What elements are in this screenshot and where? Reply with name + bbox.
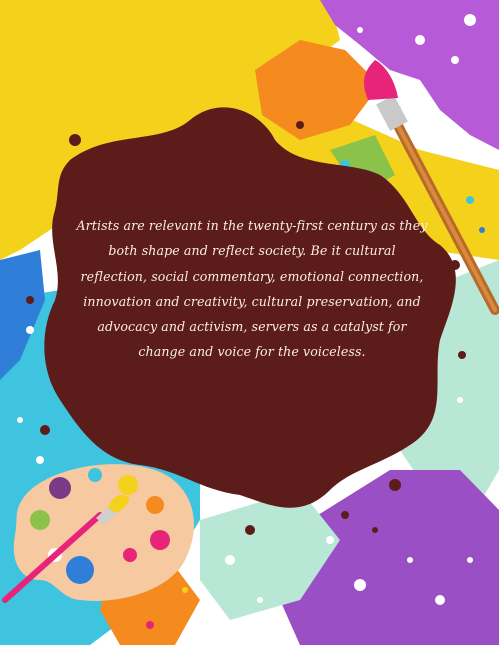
quote-text: Artists are relevant in the twenty-first century as they both shape and reflect society. Be it cultural reflection, social commentary, emotional connection, innovation and creativity, cultural preservation, and advocacy and activism, servers as a catalyst for change and voice for the voiceless.: [76, 218, 428, 360]
